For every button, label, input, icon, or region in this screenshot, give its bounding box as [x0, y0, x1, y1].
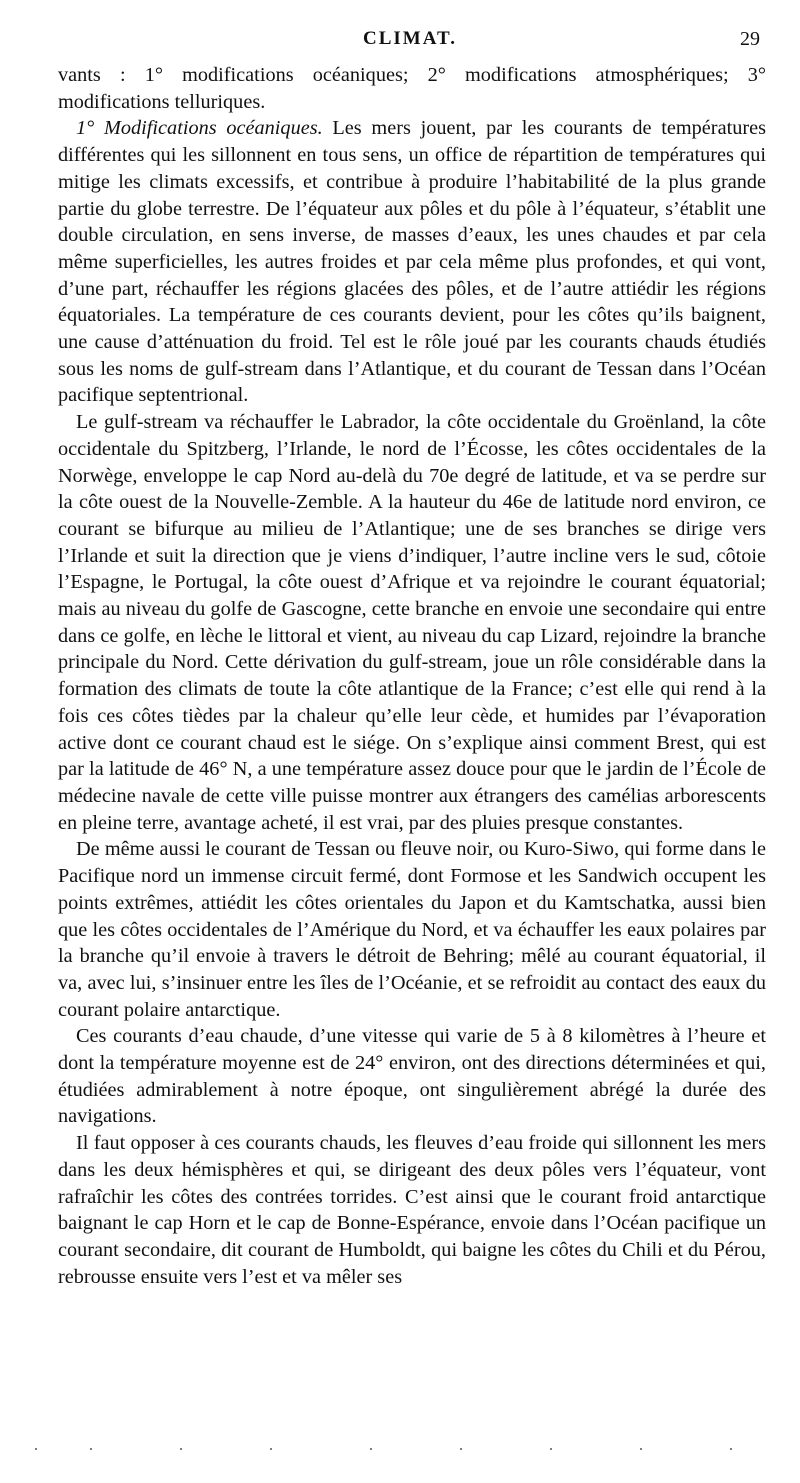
paragraph-continued: vants : 1° modifications océaniques; 2° modifications atmosphériques; 3° modifications telluriques.	[58, 64, 766, 113]
print-speck	[460, 1448, 462, 1450]
paragraph-courant-de-tessan: De même aussi le courant de Tessan ou fleuve noir, ou Kuro-Siwo, qui forme dans le Pacifique nord un immense circuit fermé, dont Formose et les Sandwich occupent les points extrêmes, attiédit les côtes orientales du Japon et du Kamtschatka, aussi bien que les côtes occidentales de l’Amérique du Nord, et va échauffer les eaux polaires par la branche qu’il envoie à travers le détroit de Behring; mêlé au courant équatorial, il va, avec lui, s’insinuer entre les îles de l’Océanie, et se refroidit au contact des eaux du courant polaire antarctique.	[58, 838, 766, 1021]
paragraph-oceanic-modifications	[58, 115, 766, 409]
page-number: 29	[740, 28, 760, 50]
paragraph-cold-currents: Il faut opposer à ces courants chauds, les fleuves d’eau froide qui sillonnent les mers dans les deux hémisphères et qui, se dirigeant des deux pôles vers l’équateur, vont rafraîchir les côtes des contrées torrides. C’est ainsi que le courant froid antarctique baignant le cap Horn et le cap de Bonne-Espérance, envoie dans l’Océan pacifique un courant secondaire, dit courant de Humboldt, qui baigne les côtes du Chili et du Pérou, rebrousse ensuite vers l’est et va mêler ses	[58, 1132, 766, 1288]
print-speck	[180, 1448, 182, 1450]
print-speck	[730, 1448, 732, 1450]
bottom-print-marks	[30, 1448, 770, 1456]
body-text	[58, 62, 766, 1290]
running-head	[60, 28, 760, 58]
running-title: CLIMAT.	[362, 28, 458, 49]
print-speck	[35, 1448, 37, 1450]
print-speck	[640, 1448, 642, 1450]
print-speck	[90, 1448, 92, 1450]
paragraph-gulf-stream: Le gulf-stream va réchauffer le Labrador, la côte occidentale du Groënland, la côte occidentale du Spitzberg, l’Irlande, le nord de l’Écosse, les côtes occidentales de la Norwège, enveloppe le cap Nord au-delà du 70e degré de latitude, et va se perdre sur la côte ouest de la Nouvelle-Zemble. A la hauteur du 46e de latitude nord environ, ce courant se bifurque au milieu de l’Atlantique; une de ses branches se dirige vers l’Irlande et suit la direction que je viens d’indiquer, l’autre incline vers le sud, côtoie l’Espagne, le Portugal, la côte ouest d’Afrique et va rejoindre le courant équatorial; mais au niveau du golfe de Gascogne, cette branche en envoie une secondaire qui entre dans ce golfe, en lèche le littoral et vient, au niveau du cap Lizard, rejoindre la branche principale du Nord. Cette dérivation du gulf-stream, joue un rôle considérable dans la formation des climats de toute la côte atlantique de la France; c’est elle qui rend à la fois ces côtes tièdes par la chaleur qu’elle leur cède, et humides par l’évaporation active dont ce courant chaud est le siége. On s’explique ainsi comment Brest, qui est par la latitude de 46° N, a une température assez douce pour que le jardin de l’École de médecine navale de cette ville puisse montrer aux étrangers des camélias arborescents en pleine terre, avantage acheté, il est vrai, par des pluies presque constantes.	[58, 411, 766, 834]
print-speck	[550, 1448, 552, 1450]
print-speck	[270, 1448, 272, 1450]
section-heading-oceanic: 1° Modifications océaniques.	[76, 117, 323, 140]
print-speck	[370, 1448, 372, 1450]
paragraph-warm-currents: Ces courants d’eau chaude, d’une vitesse qui varie de 5 à 8 kilomètres à l’heure et dont la température moyenne est de 24° environ, ont des directions déterminées et qui, étudiées admirablement à notre époque, ont singulièrement abrégé la durée des navigations.	[58, 1025, 766, 1128]
paragraph-oceanic-text: Les mers jouent, par les courants de températures différentes qui les sillonnent en tous sens, un office de répartition de températures qui mitige les climats excessifs, et contribue à produire l’habitabilité de la plus grande partie du globe terrestre. De l’équateur aux pôles et du pôle à l’équateur, s’établit une double circulation, en sens inverse, de masses d’eaux, les unes chaudes et par cela même superficielles, les autres froides et par cela même plus profondes, et qui vont, d’une part, réchauffer les régions glacées des pôles, et de l’autre attiédir les régions équatoriales. La température de ces courants devient, pour les côtes qu’ils baignent, une cause d’atténuation du froid. Tel est le rôle joué par les courants chauds étudiés sous les noms de gulf-stream dans l’Atlantique, et du courant de Tessan dans l’Océan pacifique septentrional.	[58, 117, 766, 407]
